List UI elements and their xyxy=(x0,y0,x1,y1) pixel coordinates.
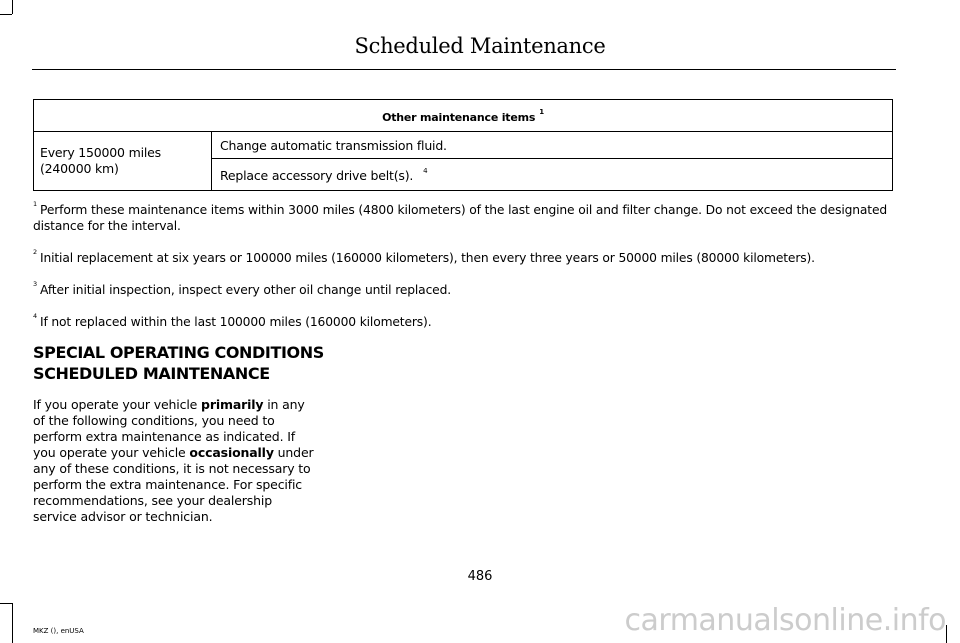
footnote xyxy=(33,276,899,298)
task-cell xyxy=(212,159,893,191)
body-text: in any of the following conditions, you need to perform extra maintenance as indicated. If you operate your vehicle xyxy=(33,397,305,460)
footnote xyxy=(33,308,899,330)
footnote-number: 3 xyxy=(33,280,37,288)
footnote xyxy=(33,244,899,266)
maintenance-table xyxy=(33,99,893,191)
body-paragraph xyxy=(33,397,318,525)
footnote-number: 4 xyxy=(33,312,37,320)
crop-mark xyxy=(0,14,12,15)
section-heading: SPECIAL OPERATING CONDITIONS xyxy=(33,343,324,362)
footnote-text: Initial replacement at six years or 100000 miles (160000 kilometers), then every three years or 50000 miles (80000 kilometers). xyxy=(40,251,815,265)
footnote-number: 2 xyxy=(33,248,37,256)
footnote-text: Perform these maintenance items within 3000 miles (4800 kilometers) of the last engine oil and filter change. Do not exceed the designated distance for the interval. xyxy=(33,203,888,233)
table-header-row xyxy=(34,100,893,132)
table-heading-text: Other maintenance items xyxy=(382,110,536,124)
document-id: MKZ (), enUSA xyxy=(33,627,84,635)
crop-mark xyxy=(0,603,12,604)
footnote-text: If not replaced within the last 100000 miles (160000 kilometers). xyxy=(40,315,432,329)
page-title: Scheduled Maintenance xyxy=(354,34,606,58)
interval-cell: Every 150000 miles (240000 km) xyxy=(34,132,212,191)
crop-mark xyxy=(12,0,13,14)
crop-mark xyxy=(12,603,13,643)
footnote-ref: 1 xyxy=(539,107,544,116)
footnote-ref: 4 xyxy=(423,166,428,175)
body-text: under any of these conditions, it is not necessary to perform the extra maintenance. For specific recommendations, see your dealership service advisor or technician. xyxy=(33,445,314,524)
table-row xyxy=(34,132,893,159)
footnote-number: 1 xyxy=(33,200,37,208)
footnotes xyxy=(33,196,899,340)
page-number: 486 xyxy=(467,569,493,584)
crop-mark xyxy=(946,625,947,643)
task-cell xyxy=(212,132,893,159)
body-text: If you operate your vehicle xyxy=(33,397,202,412)
task-text: Change automatic transmission fluid. xyxy=(220,137,447,153)
table-heading xyxy=(34,100,893,132)
body-emphasis: primarily xyxy=(201,397,264,412)
section-subheading: SCHEDULED MAINTENANCE xyxy=(33,364,270,383)
task-text: Replace accessory drive belt(s). xyxy=(220,167,414,183)
footnote xyxy=(33,196,899,234)
title-divider xyxy=(32,69,896,70)
footnote-text: After initial inspection, inspect every other oil change until replaced. xyxy=(40,283,452,297)
watermark: carmanualsonline.info xyxy=(624,603,946,638)
body-emphasis: occasionally xyxy=(189,445,274,460)
